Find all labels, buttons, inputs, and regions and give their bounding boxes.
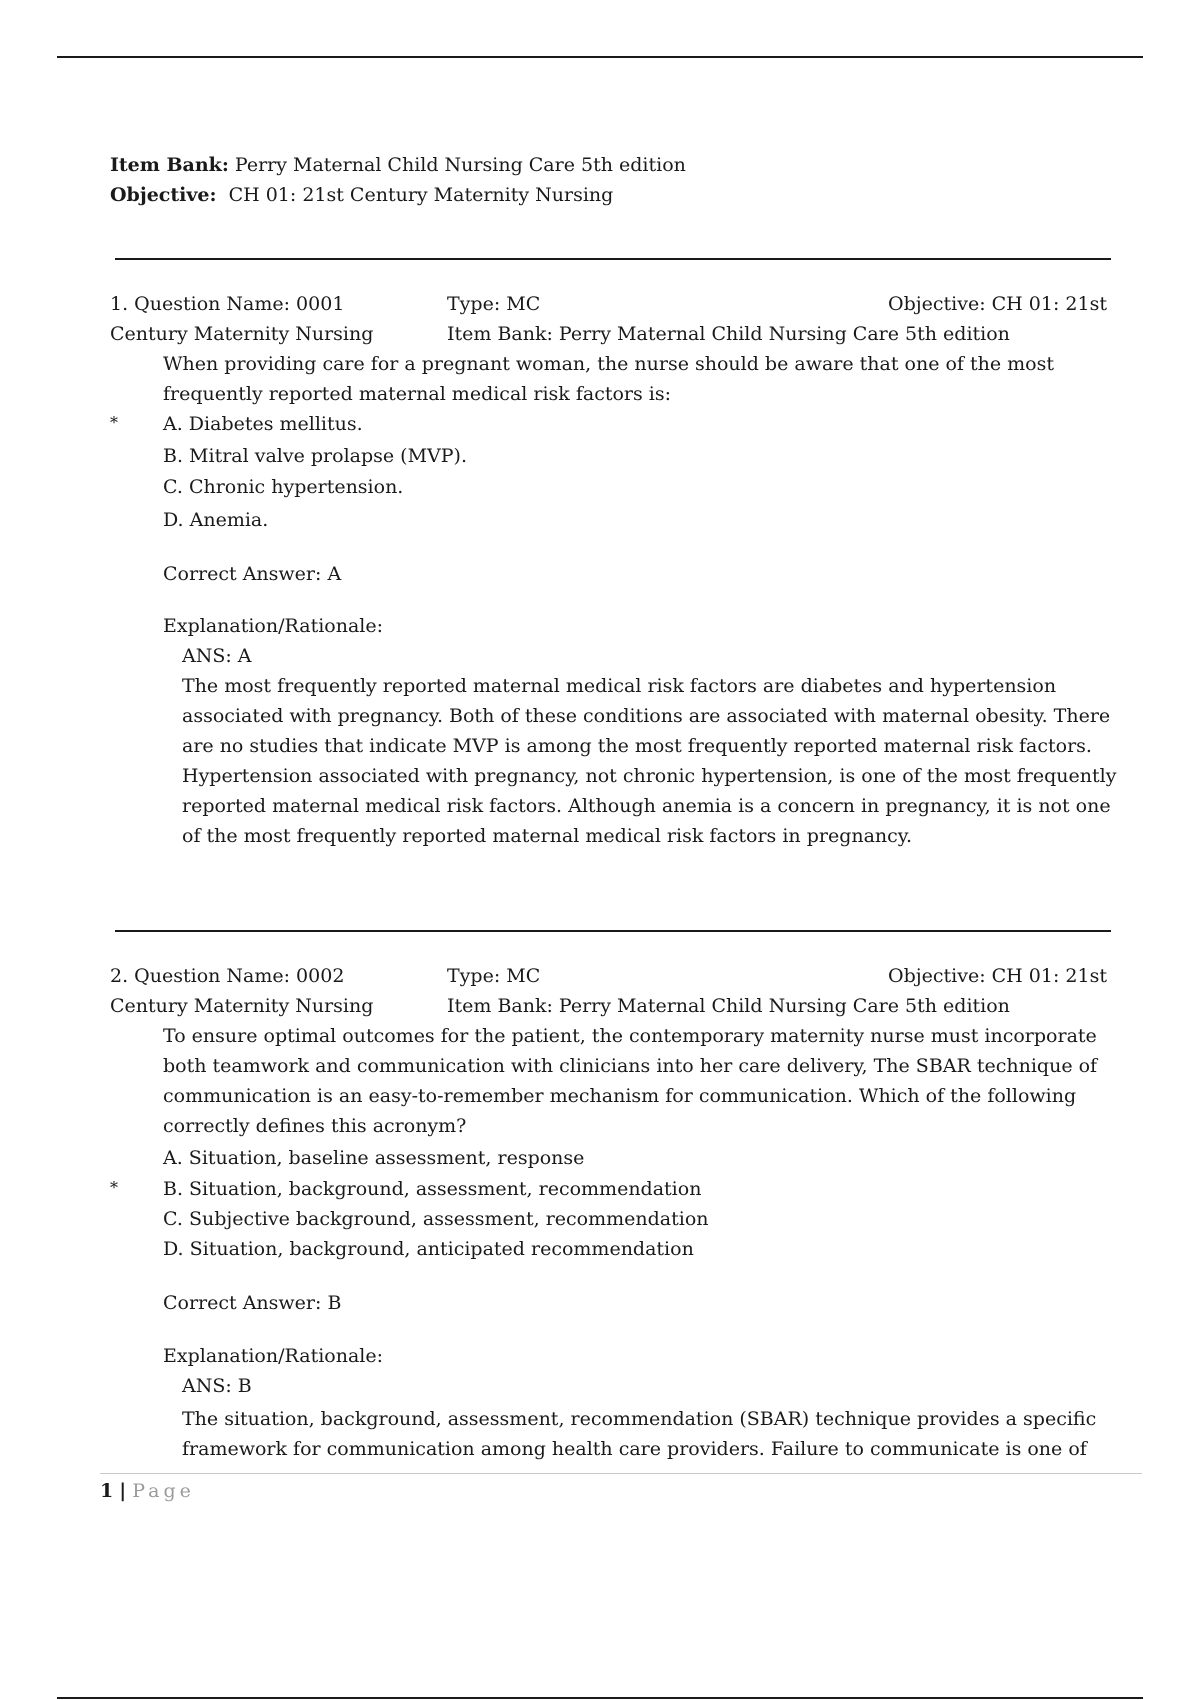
question-objective-continued: Century Maternity Nursing [110,323,374,345]
explanation-label: Explanation/Rationale: [163,615,384,637]
answer-option: D. Situation, background, anticipated recommendation [163,1238,694,1260]
correct-marker: * [110,1178,118,1197]
question-name: 1. Question Name: 0001 [110,293,345,315]
objective-value: CH 01: 21st Century Maternity Nursing [228,184,614,206]
stem-line: communication is an easy-to-remember mechanism for communication. Which of the following [163,1085,1077,1107]
stem-line: correctly defines this acronym? [163,1115,467,1137]
correct-answer: Correct Answer: B [163,1292,342,1314]
question-stem [163,1021,1097,1141]
page-label: Page [132,1480,195,1502]
footer-rule [100,1473,1142,1474]
question-type: Type: MC [447,293,541,315]
bottom-page-rule [57,1697,1143,1699]
section-divider [115,258,1111,260]
stem-line: To ensure optimal outcomes for the patient, the contemporary maternity nurse must incorporate [163,1025,1097,1047]
rationale-line: Hypertension associated with pregnancy, not chronic hypertension, is one of the most frequently [182,765,1117,787]
answer-option: B. Mitral valve prolapse (MVP). [163,445,467,467]
answer-option: A. Situation, baseline assessment, response [163,1147,585,1169]
top-page-rule [57,56,1143,58]
answer-option: D. Anemia. [163,509,269,531]
rationale-line: associated with pregnancy. Both of these conditions are associated with maternal obesity. There [182,705,1111,727]
question-objective-continued: Century Maternity Nursing [110,995,374,1017]
rationale-line: are no studies that indicate MVP is among the most frequently reported maternal risk factors. [182,735,1092,757]
correct-marker: * [110,413,118,432]
rationale-line: The situation, background, assessment, recommendation (SBAR) technique provides a specific [182,1408,1097,1430]
rationale [182,1404,1096,1464]
item-bank-value: Perry Maternal Child Nursing Care 5th edition [234,154,686,176]
stem-line: both teamwork and communication with clinicians into her care delivery, The SBAR technique of [163,1055,1098,1077]
ans-line: ANS: A [182,645,252,667]
question-objective: Objective: CH 01: 21st [888,965,1107,987]
answer-option: A. Diabetes mellitus. [163,413,363,435]
item-bank-header [110,150,686,180]
question-objective: Objective: CH 01: 21st [888,293,1107,315]
page-number: 1 [100,1480,114,1502]
question-stem [163,349,1054,409]
answer-option: C. Chronic hypertension. [163,476,404,498]
stem-line: When providing care for a pregnant woman, the nurse should be aware that one of the most [163,353,1055,375]
rationale-line: reported maternal medical risk factors. Although anemia is a concern in pregnancy, it is not one [182,795,1111,817]
stem-line: frequently reported maternal medical risk factors is: [163,383,672,405]
answer-option: C. Subjective background, assessment, recommendation [163,1208,709,1230]
page-footer [100,1478,195,1504]
question-type: Type: MC [447,965,541,987]
correct-answer: Correct Answer: A [163,563,342,585]
question-item-bank: Item Bank: Perry Maternal Child Nursing Care 5th edition [447,995,1010,1017]
question-name: 2. Question Name: 0002 [110,965,345,987]
rationale-line: The most frequently reported maternal medical risk factors are diabetes and hypertension [182,675,1057,697]
item-bank-label: Item Bank: [110,154,229,176]
ans-line: ANS: B [182,1375,252,1397]
rationale-line: framework for communication among health care providers. Failure to communicate is one of [182,1438,1087,1460]
rationale [182,671,1116,851]
objective-header [110,180,613,210]
question-item-bank: Item Bank: Perry Maternal Child Nursing Care 5th edition [447,323,1010,345]
rationale-line: of the most frequently reported maternal medical risk factors in pregnancy. [182,825,913,847]
section-divider [115,930,1111,932]
page-separator: | [119,1480,127,1502]
answer-option: B. Situation, background, assessment, recommendation [163,1178,702,1200]
explanation-label: Explanation/Rationale: [163,1345,384,1367]
objective-label: Objective: [110,184,217,206]
